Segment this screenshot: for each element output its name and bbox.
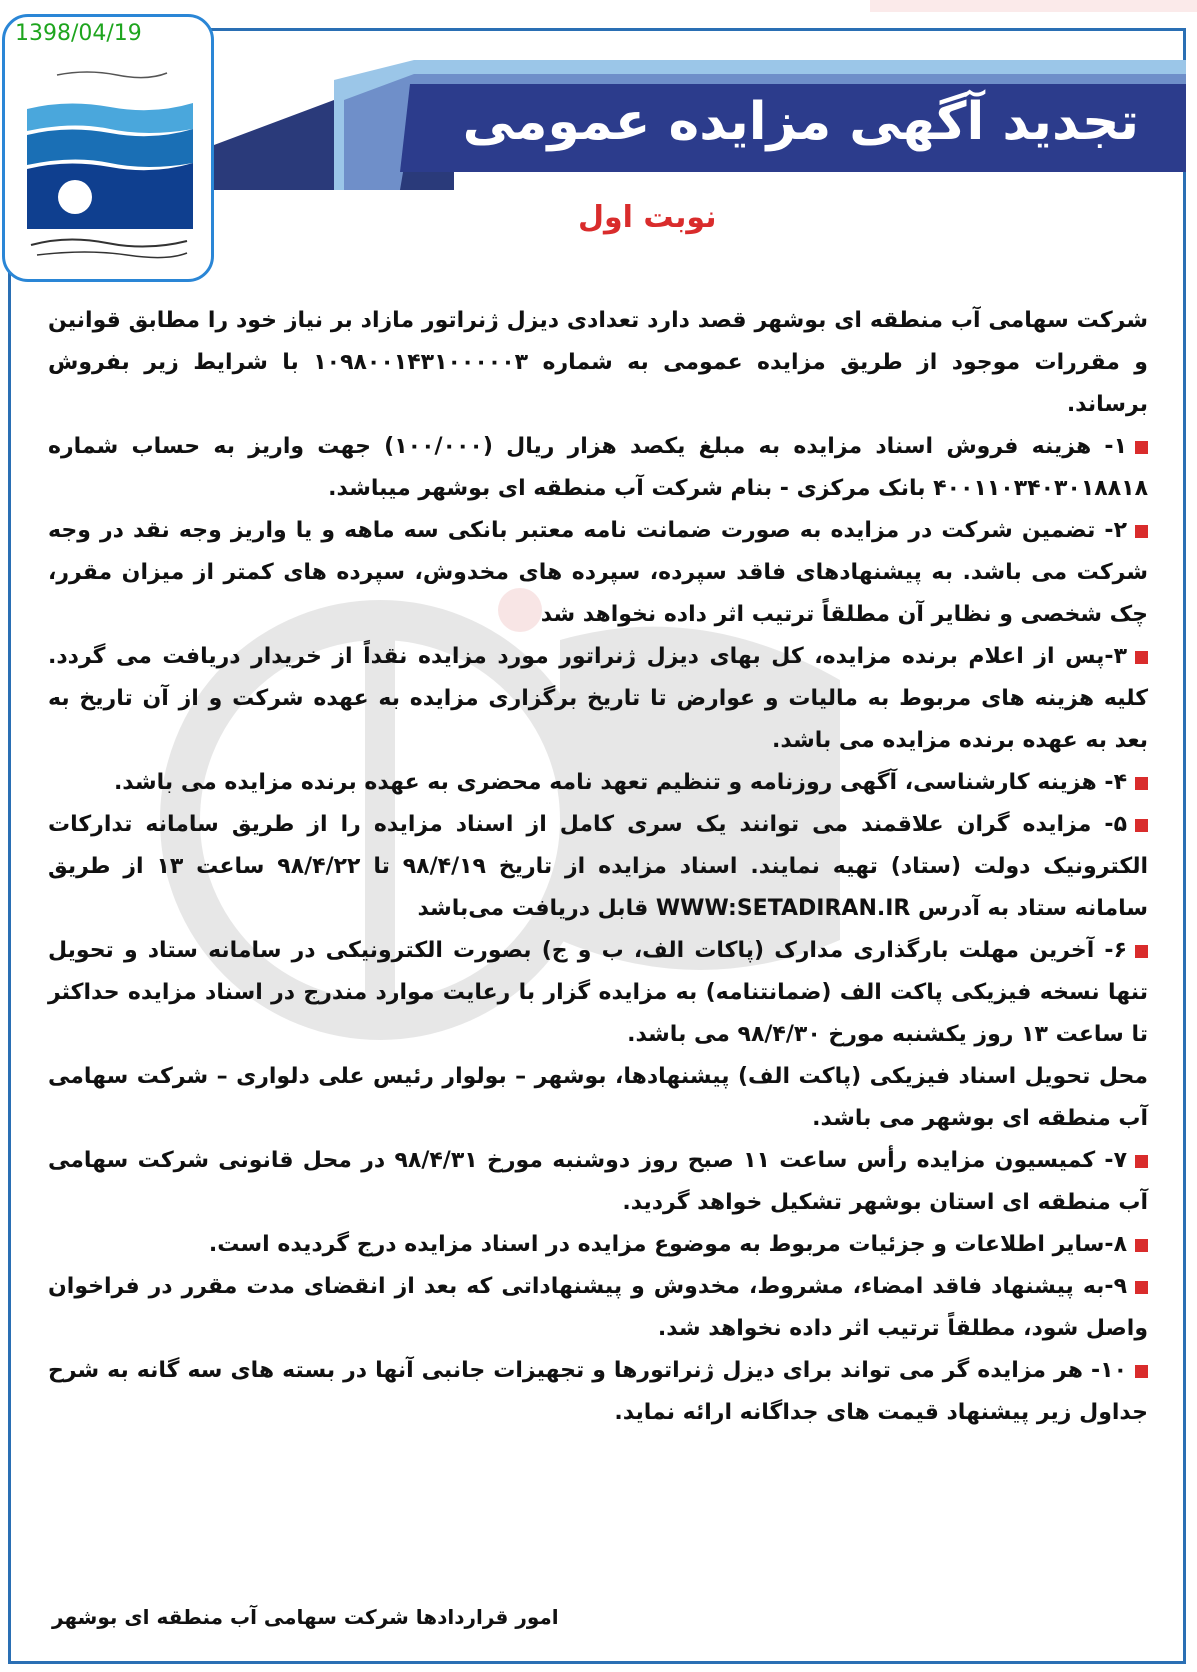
clause-3 — [48, 636, 1148, 762]
website-address: WWW:SETADIRAN.IR — [655, 896, 911, 921]
clause-7 — [48, 1140, 1148, 1224]
clause-text: ۸-سایر اطلاعات و جزئیات مربوط به موضوع مزایده در اسناد مزایده درج گردیده است. — [208, 1232, 1127, 1257]
page-title: تجدید آگهی مزایده عمومی — [462, 92, 1139, 152]
clause-text: ۴- هزینه کارشناسی، آگهی روزنامه و تنظیم تعهد نامه محضری به عهده برنده مزایده می باشد. — [113, 770, 1127, 795]
clause-2 — [48, 510, 1148, 636]
red-bullet-icon — [1135, 1155, 1148, 1168]
clause-6 — [48, 930, 1148, 1056]
clause-text: ۶- آخرین مهلت بارگذاری مدارک (پاکات الف، ب و ج) بصورت الکترونیکی در سامانه ستاد و تحویل تنها نسخه فیزیکی پاکت الف (ضمانتنامه) به مزایده گزار با رعایت موارد مندرج در اسناد مزایده حداکثر تا ساعت ۱۳ روز یکشنبه مورخ ۹۸/۴/۳۰ می باشد. — [48, 938, 1148, 1047]
clause-text: ۱۰- هر مزایده گر می تواند برای دیزل ژنراتورها و تجهیزات جانبی آنها در بسته های سه گانه به شرح جداول زیر پیشنهاد قیمت های جداگانه ارائه نماید. — [48, 1358, 1148, 1425]
clause-text: ۵- مزایده گران علاقمند می توانند یک سری کامل از اسناد مزایده را از طریق سامانه تدارکات الکترونیک دولت (ستاد) تهیه نمایند. اسناد مزایده از تاریخ ۹۸/۴/۱۹ تا ۹۸/۴/۲۲ ساعت ۱۳ از طریق سامانه ستاد به آدرس — [48, 812, 1148, 921]
clause-text: ۲- تضمین شرکت در مزایده به صورت ضمانت نامه معتبر بانکی سه ماهه و یا واریز وجه نقد در وجه شرکت می باشد. به پیشنهادهای فاقد سپرده، سپرده های مخدوش، سپرده های کمتر از میزان مقرر، چک شخصی و نظایر آن مطلقاً ترتیب اثر داده نخواهد شد — [48, 518, 1148, 627]
clause-4 — [48, 762, 1148, 804]
intro-paragraph: شرکت سهامی آب منطقه ای بوشهر قصد دارد تعدادی دیزل ژنراتور مازاد بر نیاز خود را مطابق قوانین و مقررات موجود از طریق مزایده عمومی به شماره ۱۰۹۸۰۰۱۴۳۱۰۰۰۰۰۳ با شرایط زیر بفروش برساند. — [48, 308, 1148, 417]
clause-text: ۱- هزینه فروش اسناد مزایده به مبلغ یکصد هزار ریال (۱۰۰/۰۰۰) جهت واریز به حساب شماره ۴۰۰۱۱۰۳۴۰۳۰۱۸۸۱۸ بانک مرکزی - بنام شرکت آب منطقه ای بوشهر میباشد. — [48, 434, 1148, 501]
clause-10 — [48, 1350, 1148, 1434]
water-wave-logo-icon — [27, 59, 193, 265]
announcement-body — [48, 300, 1148, 1434]
red-bullet-icon — [1135, 1239, 1148, 1252]
top-pink-strip — [870, 0, 1197, 12]
red-bullet-icon — [1135, 819, 1148, 832]
clause-5 — [48, 804, 1148, 930]
clause-text: ۹-به پیشنهاد فاقد امضاء، مشروط، مخدوش و پیشنهاداتی که بعد از انقضای مدت مقرر در فراخوان واصل شود، مطلقاً ترتیب اثر داده نخواهد شد. — [48, 1274, 1148, 1341]
red-bullet-icon — [1135, 1365, 1148, 1378]
clause-9 — [48, 1266, 1148, 1350]
red-bullet-icon — [1135, 441, 1148, 454]
clause-1 — [48, 426, 1148, 510]
red-bullet-icon — [1135, 945, 1148, 958]
publication-round: نوبت اول — [578, 200, 717, 235]
red-bullet-icon — [1135, 525, 1148, 538]
delivery-location: محل تحویل اسناد فیزیکی (پاکت الف) پیشنهادها، بوشهر – بولوار رئیس علی دلواری – شرکت سهامی آب منطقه ای بوشهر می باشد. — [48, 1064, 1148, 1131]
red-bullet-icon — [1135, 1281, 1148, 1294]
company-logo — [2, 14, 214, 282]
red-bullet-icon — [1135, 651, 1148, 664]
red-bullet-icon — [1135, 777, 1148, 790]
issuer-signature: امور قراردادها شرکت سهامی آب منطقه ای بوشهر — [52, 1605, 559, 1629]
clause-text: ۷- کمیسیون مزایده رأس ساعت ۱۱ صبح روز دوشنبه مورخ ۹۸/۴/۳۱ در محل قانونی شرکت سهامی آب منطقه ای استان بوشهر تشکیل خواهد گردید. — [48, 1148, 1148, 1215]
document-date: 1398/04/19 — [15, 21, 142, 46]
clause-8 — [48, 1224, 1148, 1266]
clause-text: ۳-پس از اعلام برنده مزایده، کل بهای دیزل ژنراتور مورد مزایده نقداً از خریدار دریافت می گردد. کلیه هزینه های مربوط به مالیات و عوارض تا تاریخ برگزاری مزایده به عهده شرکت و از آن تاریخ به بعد به عهده برنده مزایده می باشد. — [48, 644, 1148, 753]
clause-text: قابل دریافت می‌باشد — [417, 896, 649, 921]
